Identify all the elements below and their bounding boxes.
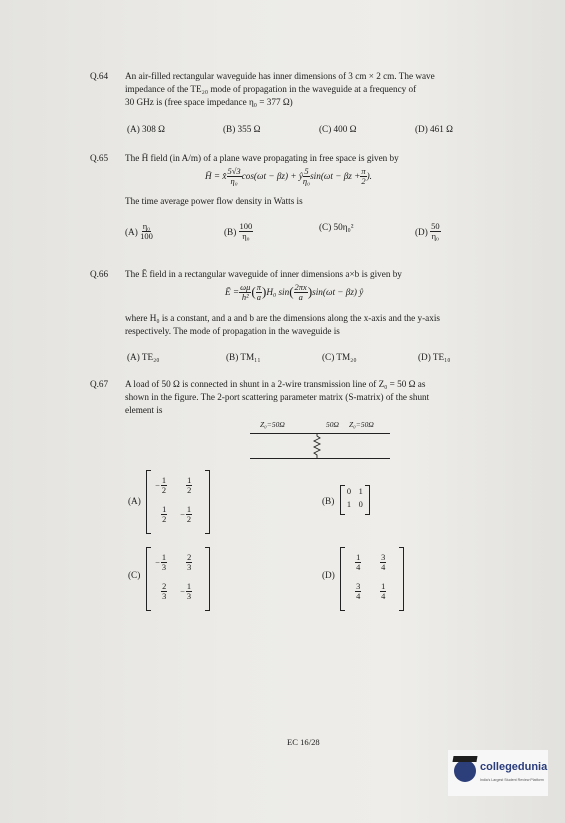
equation bbox=[205, 165, 372, 187]
fraction bbox=[161, 582, 167, 601]
denominator: 2 bbox=[186, 514, 191, 524]
denominator: 2 bbox=[187, 485, 192, 495]
question-text: A load of 50 Ω is connected in shunt in a 2-wire transmission line of Z₀ = 50 Ω as bbox=[125, 379, 426, 389]
resistor-icon bbox=[312, 433, 322, 459]
numerator: ωμ bbox=[240, 281, 251, 292]
fraction bbox=[227, 167, 242, 186]
equation bbox=[225, 280, 363, 304]
numerator: 2 bbox=[162, 581, 167, 591]
option-a bbox=[125, 222, 153, 241]
matrix-cell bbox=[155, 553, 167, 572]
question-text: An air-filled rectangular waveguide has inner dimensions of 3 cm × 2 cm. The wave bbox=[125, 71, 435, 81]
question-number: Q.66 bbox=[90, 269, 109, 279]
option-d: (D) 461 Ω bbox=[415, 124, 453, 134]
numerator: 5√3 bbox=[227, 165, 241, 176]
question-text: where H₀ is a constant, and a and b are the dimensions along the x-axis and the y-axis bbox=[125, 313, 440, 323]
matrix-cell bbox=[155, 505, 167, 524]
logo-text: collegedunia bbox=[480, 761, 548, 773]
fraction bbox=[186, 553, 192, 572]
paren: ( bbox=[289, 284, 294, 299]
denominator: 3 bbox=[162, 591, 167, 601]
denominator: 2 bbox=[161, 485, 167, 495]
denominator: η₀ bbox=[230, 175, 238, 186]
fraction bbox=[380, 553, 386, 572]
denominator: η₀ bbox=[431, 231, 440, 241]
numerator: 2πx bbox=[294, 281, 307, 292]
impedance-label: Z₀=50Ω bbox=[349, 420, 374, 429]
matrix-bracket-right bbox=[205, 547, 210, 611]
fraction bbox=[355, 553, 361, 572]
question-number: Q.65 bbox=[90, 153, 109, 163]
numerator: 1 bbox=[381, 581, 386, 591]
equation-part: H₀ sin bbox=[266, 287, 290, 297]
fraction bbox=[161, 505, 167, 524]
option-c: (C) TM₂₀ bbox=[322, 352, 357, 362]
circuit-figure bbox=[250, 420, 390, 460]
matrix bbox=[340, 485, 370, 513]
paren: ( bbox=[251, 284, 256, 299]
matrix-cell bbox=[349, 553, 361, 572]
question-text: The H̄ field (in A/m) of a plane wave propagating in free space is given by bbox=[125, 153, 399, 163]
option-a: (A) bbox=[128, 496, 141, 506]
question-text: The Ē field in a rectangular waveguide of inner dimensions a×b is given by bbox=[125, 269, 402, 279]
numerator: π bbox=[361, 165, 366, 176]
denominator: 4 bbox=[381, 591, 386, 601]
equation-part: Ē = bbox=[225, 287, 240, 297]
fraction bbox=[355, 582, 361, 601]
option-d bbox=[415, 222, 441, 241]
minus-sign: − bbox=[180, 586, 185, 596]
fraction bbox=[161, 476, 167, 495]
denominator: 2 bbox=[162, 514, 167, 524]
equation-part: sin(ωt − βz + bbox=[310, 171, 361, 181]
matrix-bracket-right bbox=[365, 485, 370, 515]
numerator: 3 bbox=[356, 581, 361, 591]
option-c: (C) 400 Ω bbox=[319, 124, 357, 134]
impedance-label: Z₀=50Ω bbox=[260, 420, 285, 429]
matrix-cell: 1 bbox=[346, 500, 352, 510]
numerator: 1 bbox=[161, 552, 167, 562]
numerator: 1 bbox=[186, 581, 191, 591]
numerator: η₀ bbox=[142, 221, 151, 231]
question-text: The time average power flow density in Watts is bbox=[125, 196, 303, 206]
minus-sign: − bbox=[180, 509, 185, 519]
fraction bbox=[303, 167, 310, 186]
option-a: (A) TE₂₀ bbox=[127, 352, 160, 362]
matrix-cell: 0 bbox=[358, 500, 363, 510]
fraction bbox=[239, 222, 254, 241]
question-text: shown in the figure. The 2-port scattering parameter matrix (S-matrix) of the shunt bbox=[125, 392, 430, 402]
denominator: a bbox=[256, 291, 261, 302]
denominator: a bbox=[298, 291, 303, 302]
option-d: (D) TE₁₀ bbox=[418, 352, 451, 362]
numerator: 1 bbox=[187, 475, 192, 485]
matrix-bracket-right bbox=[399, 547, 404, 611]
matrix-cell bbox=[180, 582, 192, 601]
numerator: 5 bbox=[304, 165, 309, 176]
page-number: EC 16/28 bbox=[287, 737, 320, 747]
load-label: 50Ω bbox=[326, 420, 339, 429]
question-number: Q.67 bbox=[90, 379, 109, 389]
equation-part: ). bbox=[366, 171, 372, 181]
option-a: (A) 308 Ω bbox=[127, 124, 165, 134]
matrix-bracket-left bbox=[146, 470, 151, 534]
denominator: 2 bbox=[361, 175, 366, 186]
logo-mark bbox=[454, 760, 476, 782]
numerator: 1 bbox=[186, 504, 191, 514]
fraction bbox=[161, 553, 167, 572]
matrix-bracket-left bbox=[340, 547, 345, 611]
matrix-bracket-left bbox=[146, 547, 151, 611]
numerator: 1 bbox=[356, 552, 361, 562]
fraction bbox=[294, 283, 308, 302]
equation-part: cos(ωt − βz) + ŷ bbox=[241, 171, 303, 181]
matrix bbox=[146, 470, 210, 532]
fraction bbox=[186, 582, 192, 601]
fraction bbox=[380, 582, 386, 601]
question-text: impedance of the TE₂₀ mode of propagation in the waveguide at a frequency of bbox=[125, 84, 417, 94]
denominator: 3 bbox=[161, 562, 167, 572]
denominator: 3 bbox=[186, 591, 191, 601]
denominator: h² bbox=[241, 291, 249, 302]
option-label: (B) bbox=[224, 226, 237, 237]
matrix-bracket-left bbox=[340, 485, 345, 515]
matrix-cell bbox=[374, 553, 386, 572]
numerator: 1 bbox=[162, 504, 167, 514]
question-text: 30 GHz is (free space impedance η₀ = 377 Ω) bbox=[125, 97, 293, 107]
option-label: (D) bbox=[415, 226, 428, 237]
denominator: η₀ bbox=[242, 231, 250, 241]
numerator: 1 bbox=[161, 475, 167, 485]
matrix-cell bbox=[374, 582, 386, 601]
option-c: (C) 50η₀² bbox=[319, 222, 354, 232]
fraction bbox=[239, 283, 251, 302]
matrix-cell bbox=[180, 505, 192, 524]
numerator: π bbox=[256, 281, 261, 292]
numerator: 100 bbox=[239, 221, 253, 231]
option-d: (D) bbox=[322, 570, 335, 580]
option-b: (B) bbox=[322, 496, 335, 506]
paren: ) bbox=[307, 284, 313, 299]
option-b: (B) TM₁₁ bbox=[226, 352, 261, 362]
question-text: element is bbox=[125, 405, 163, 415]
matrix-cell: 0 bbox=[346, 487, 352, 496]
question-text: respectively. The mode of propagation in the waveguide is bbox=[125, 326, 340, 336]
numerator: 3 bbox=[381, 552, 386, 562]
matrix-cell: 1 bbox=[358, 487, 363, 496]
fraction bbox=[430, 222, 441, 241]
denominator: 100 bbox=[140, 231, 153, 241]
matrix bbox=[146, 547, 210, 609]
matrix-cell bbox=[155, 582, 167, 601]
option-b: (B) 355 Ω bbox=[223, 124, 261, 134]
fraction bbox=[186, 505, 192, 524]
matrix bbox=[340, 547, 404, 609]
denominator: η₀ bbox=[302, 175, 311, 186]
option-b bbox=[224, 222, 253, 241]
matrix-cell bbox=[349, 582, 361, 601]
matrix-bracket-right bbox=[205, 470, 210, 534]
option-c: (C) bbox=[128, 570, 141, 580]
collegedunia-logo bbox=[448, 750, 548, 796]
logo-tagline: India's Largest Student Review Platform bbox=[480, 778, 544, 782]
minus-sign: − bbox=[155, 557, 160, 567]
minus-sign: − bbox=[155, 480, 160, 490]
option-label: (A) bbox=[125, 226, 138, 237]
matrix-cell bbox=[180, 553, 192, 572]
matrix-cell bbox=[180, 476, 192, 495]
question-number: Q.64 bbox=[90, 71, 109, 81]
fraction bbox=[140, 222, 153, 241]
denominator: 4 bbox=[381, 562, 386, 572]
denominator: 4 bbox=[356, 591, 361, 601]
equation-part: H̄ = x̂ bbox=[205, 171, 227, 181]
matrix-cell bbox=[155, 476, 167, 495]
numerator: 2 bbox=[187, 552, 192, 562]
numerator: 50 bbox=[431, 221, 440, 231]
paren: ) bbox=[262, 284, 267, 299]
equation-part: sin(ωt − βz) ŷ bbox=[312, 287, 364, 297]
denominator: 3 bbox=[187, 562, 192, 572]
denominator: 4 bbox=[356, 562, 361, 572]
graduation-cap-icon bbox=[452, 756, 477, 762]
fraction bbox=[186, 476, 192, 495]
